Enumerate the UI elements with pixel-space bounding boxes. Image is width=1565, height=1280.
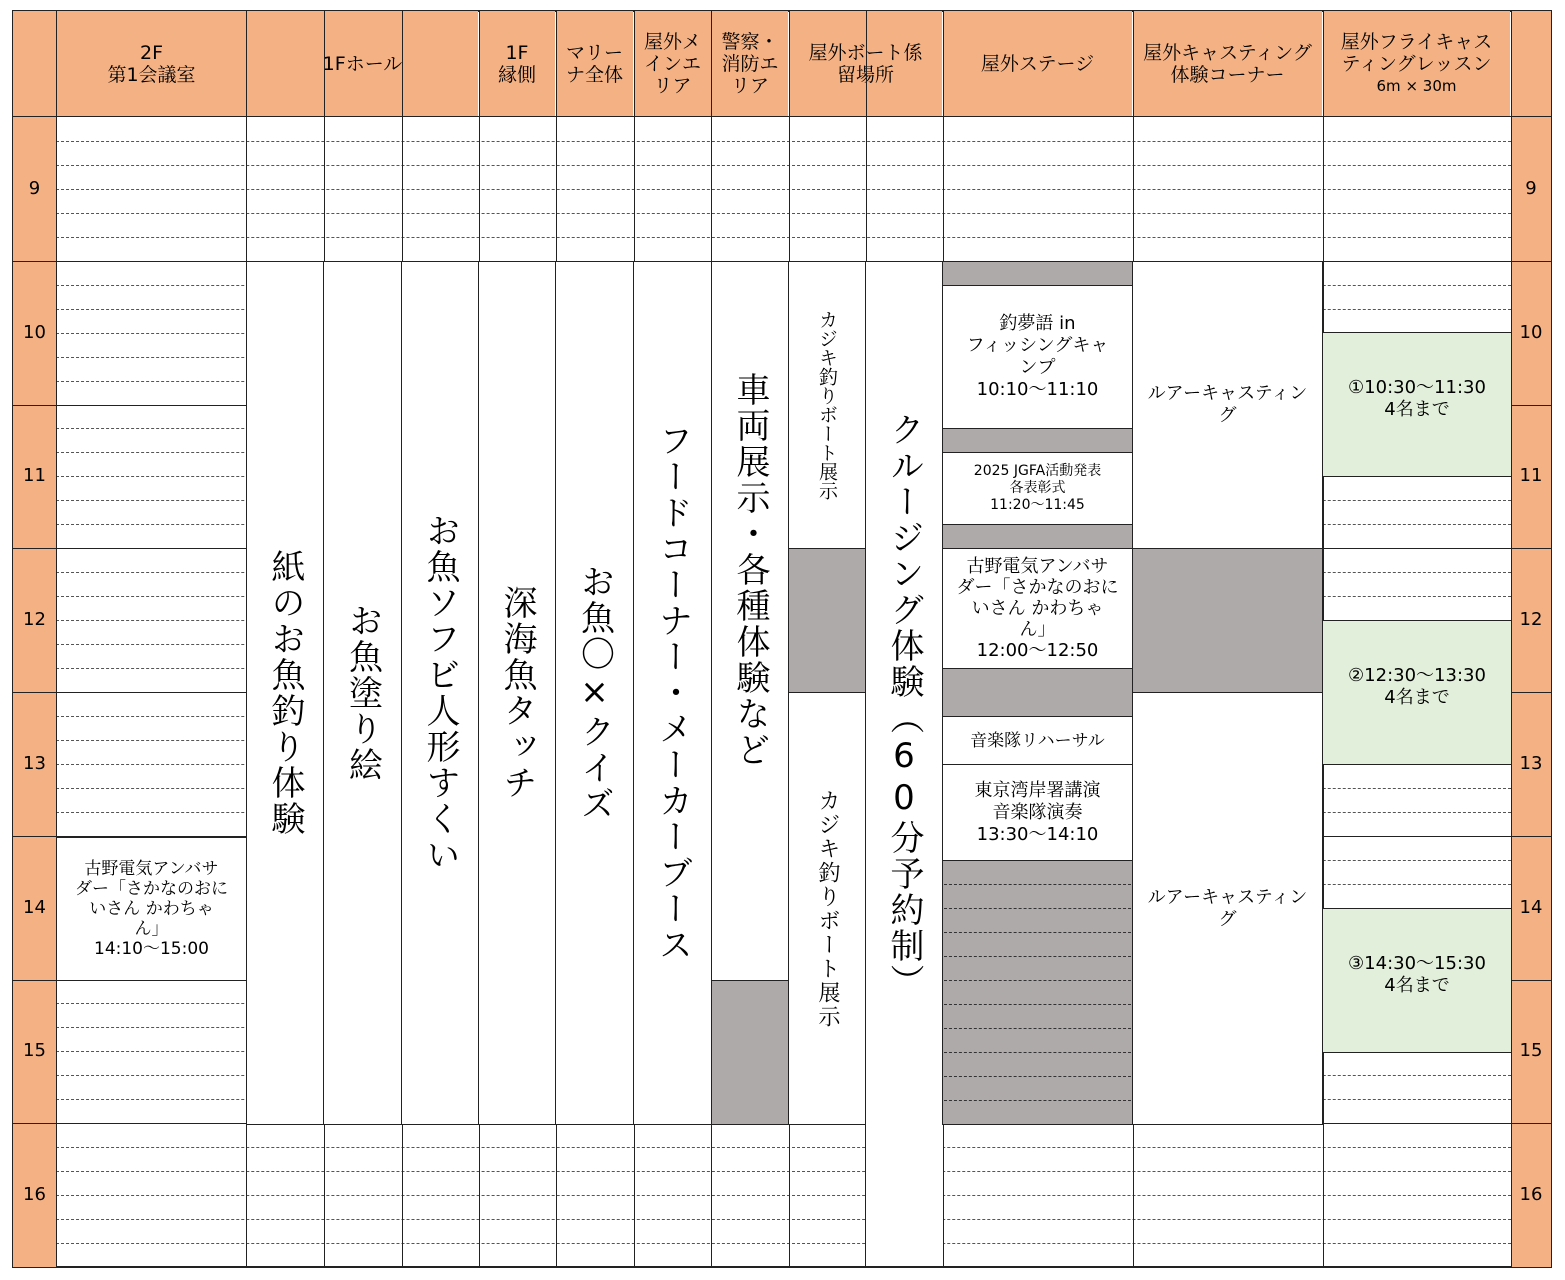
header-hall: 1Fホール	[247, 11, 478, 116]
grid-line-hour	[12, 116, 1552, 117]
event-deep-sea-touch	[478, 261, 557, 1125]
event-food-corner	[633, 261, 713, 1125]
event-fly-lesson-3	[1322, 908, 1512, 1053]
grid-line-column	[56, 11, 57, 1267]
hour-label-right: 13	[1519, 752, 1543, 774]
grid-line-stage	[944, 908, 1131, 909]
event-conference-ambassador: 古野電気アンバサ ダー「さかなのおに いさん かわちゃ ん」 14:10～15:00	[56, 837, 247, 981]
grid-line-stage	[944, 1004, 1131, 1005]
event-sofubi-scooping-text: お魚ソフビ人形すくい	[420, 513, 460, 873]
event-lure-casting-2: ルアーキャスティン グ	[1132, 692, 1323, 1125]
grid-line-minor	[56, 1147, 1511, 1148]
stage-break-1	[942, 261, 1133, 286]
header-boat-mooring: 屋外ボート係 留場所	[789, 11, 942, 116]
event-cruising-text: クルージング体験（60分予約制）	[884, 412, 924, 1000]
event-stage-fishing-camp: 釣夢語 in フィッシングキャ ンプ 10:10～11:10	[942, 285, 1133, 429]
grid-line-minor	[56, 237, 1511, 238]
event-stage-ambassador: 古野電気アンバサ ダー「さかなのおに いさん かわちゃ ん」 12:00～12:50	[942, 548, 1133, 669]
event-fly-lesson-3-capacity: 4名まで	[1384, 975, 1450, 996]
event-fly-lesson-2	[1322, 620, 1512, 765]
hour-label-right: 11	[1519, 465, 1543, 487]
header-fly-casting	[1323, 11, 1510, 116]
grid-line-stage	[944, 1100, 1131, 1101]
event-sofubi-scooping	[401, 261, 480, 1125]
grid-line-stage	[944, 1076, 1131, 1077]
hour-label-left: 13	[23, 752, 46, 774]
event-marlin-boat-1-text: カジキ釣りボート展示	[816, 310, 838, 500]
header-casting: 屋外キャスティング 体験コーナー	[1133, 11, 1322, 116]
event-paper-fishing-text: 紙のお魚釣り体験	[265, 549, 305, 837]
event-cruising	[865, 261, 944, 1267]
event-fly-lesson-1-capacity: 4名まで	[1384, 399, 1450, 420]
event-marlin-boat-2	[788, 692, 867, 1125]
stage-closed	[942, 860, 1133, 1125]
header-marina: マリー ナ全体	[556, 11, 633, 116]
header-conference-room: 2F 第1会議室	[57, 11, 246, 116]
hour-label-left: 14	[23, 896, 46, 918]
event-stage-lecture: 東京湾岸署講演 音楽隊演奏 13:30～14:10	[942, 764, 1133, 861]
event-deep-sea-touch-text: 深海魚タッチ	[497, 585, 537, 801]
event-vehicle-display	[711, 261, 790, 982]
hour-label-right: 15	[1519, 1040, 1543, 1062]
event-fish-quiz	[555, 261, 635, 1125]
event-fly-lesson-3-time: ③14:30～15:30	[1348, 953, 1486, 974]
header-corner-left	[13, 11, 56, 116]
event-paper-fishing	[246, 261, 325, 1125]
hour-label-left: 12	[23, 609, 46, 631]
event-fish-coloring	[323, 261, 403, 1125]
grid-line-stage	[944, 956, 1131, 957]
grid-line-stage	[944, 932, 1131, 933]
header-engawa: 1F 縁側	[479, 11, 555, 116]
hour-label-right: 14	[1519, 896, 1543, 918]
header-fly-casting-title: 屋外フライキャス ティングレッスン	[1340, 30, 1493, 75]
header-fly-casting-size: 6m × 30m	[1376, 76, 1457, 95]
hour-label-right: 10	[1519, 321, 1543, 343]
grid-line-minor	[56, 165, 1511, 166]
header-corner-right	[1511, 11, 1551, 116]
stage-break-3	[942, 524, 1133, 549]
event-fly-lesson-2-capacity: 4名まで	[1384, 687, 1450, 708]
hour-label-left: 16	[23, 1184, 46, 1206]
stage-break-4	[942, 668, 1133, 717]
event-stage-rehearsal: 音楽隊リハーサル	[942, 716, 1133, 765]
hour-label-right: 16	[1519, 1184, 1543, 1206]
grid-line-stage	[944, 1052, 1131, 1053]
header-stage: 屋外ステージ	[943, 11, 1132, 116]
event-stage-jgfa: 2025 JGFA活動発表 各表彰式 11:20～11:45	[942, 452, 1133, 525]
event-marlin-boat-1	[788, 261, 867, 549]
hour-label-left: 9	[28, 177, 41, 199]
event-food-corner-text: フードコーナー・メーカーブース	[652, 423, 693, 963]
grid-line-minor	[56, 189, 1511, 190]
grid-line-minor	[56, 1243, 1511, 1244]
grid-line-stage	[944, 980, 1131, 981]
boat-area-break	[788, 548, 867, 693]
event-fly-lesson-2-time: ②12:30～13:30	[1348, 665, 1486, 686]
police-area-closed	[711, 980, 790, 1125]
event-lure-casting-1: ルアーキャスティン グ	[1132, 261, 1323, 549]
grid-line-stage	[944, 1028, 1131, 1029]
grid-line-minor	[56, 141, 1511, 142]
event-marlin-boat-2-text: カジキ釣りボート展示	[815, 788, 840, 1029]
hour-label-left: 15	[23, 1040, 46, 1062]
stage-break-2	[942, 428, 1133, 453]
hour-label-right: 12	[1519, 609, 1543, 631]
hour-label-left: 10	[23, 321, 46, 343]
event-fly-lesson-1-time: ①10:30～11:30	[1348, 377, 1486, 398]
grid-line-minor	[56, 1171, 1511, 1172]
hour-label-right: 9	[1525, 177, 1537, 199]
casting-break	[1132, 548, 1323, 693]
grid-line-minor	[56, 1195, 1511, 1196]
header-police-area: 警察・ 消防エ リア	[712, 11, 788, 116]
header-main-area: 屋外メ インエ リア	[634, 11, 711, 116]
grid-line-minor	[56, 213, 1511, 214]
event-fly-lesson-1	[1322, 332, 1512, 477]
event-fish-coloring-text: お魚塗り絵	[342, 603, 383, 783]
event-vehicle-display-text: 車両展示・各種体験など	[730, 372, 770, 768]
grid-line-stage	[944, 884, 1131, 885]
grid-line-hour	[12, 1267, 1552, 1268]
grid-line-minor	[56, 1219, 1511, 1220]
hour-label-left: 11	[23, 465, 46, 487]
event-fish-quiz-text: お魚〇×クイズ	[574, 564, 615, 822]
